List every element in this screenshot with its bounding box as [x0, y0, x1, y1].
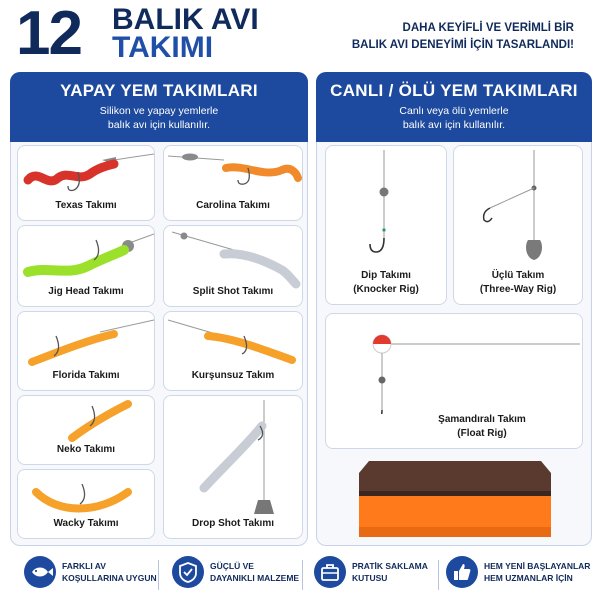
rig-card-neko — [17, 395, 155, 465]
live-bait-subtitle-1: Canlı veya ölü yemlerle — [399, 105, 509, 117]
split-shot-rig-image — [164, 226, 304, 290]
rig-card-texas — [17, 145, 155, 221]
weightless-rig-image — [164, 312, 304, 374]
rig-label-float-1: Şamandıralı Takım — [438, 414, 526, 425]
features-bar — [0, 550, 600, 600]
artificial-bait-panel — [10, 72, 308, 546]
carolina-rig-image — [164, 146, 304, 206]
knocker-rig-image — [326, 146, 448, 270]
feature-conditions-line2: KOŞULLARINA UYGUN — [62, 573, 157, 583]
header — [0, 0, 600, 70]
feature-durable-line2: DAYANIKLI MALZEME — [210, 573, 300, 583]
tackle-box-image — [355, 453, 555, 543]
three-way-rig-image — [454, 146, 584, 270]
artificial-bait-header — [10, 72, 308, 142]
rig-card-drop-shot — [163, 395, 303, 539]
tagline-line1: DAHA KEYİFLİ VE VERİMLİ BİR — [402, 22, 574, 34]
rig-label-float-2: (Float Rig) — [457, 428, 507, 439]
drop-shot-rig-image — [164, 396, 304, 520]
rig-card-carolina — [163, 145, 303, 221]
separator — [158, 560, 159, 590]
rig-label-neko: Neko Takımı — [56, 444, 116, 455]
rig-label-florida: Florida Takımı — [52, 370, 120, 381]
rig-card-split-shot — [163, 225, 303, 307]
texas-rig-image — [18, 146, 156, 206]
feature-audience-line2: HEM UZMANLAR İÇİN — [484, 573, 573, 583]
separator — [302, 560, 303, 590]
feature-durable-line1: GÜÇLÜ VE — [210, 561, 254, 571]
rig-card-weightless — [163, 311, 303, 391]
feature-audience-text — [484, 560, 594, 584]
feature-storage — [314, 550, 434, 600]
rig-label-three-way-1: Üçlü Takım — [491, 270, 545, 281]
jig-head-rig-image — [18, 226, 156, 290]
artificial-bait-subtitle-1: Silikon ve yapay yemlerle — [99, 105, 219, 117]
rig-label-knocker-1: Dip Takımı — [361, 270, 411, 281]
live-bait-subtitle-2: balık avı için kullanılır. — [402, 119, 506, 131]
rig-label-three-way-2: (Three-Way Rig) — [479, 284, 557, 295]
title-line1: BALIK AVI — [112, 3, 259, 36]
feature-storage-line2: KUTUSU — [352, 573, 388, 583]
rig-label-carolina: Carolina Takımı — [196, 200, 270, 211]
rig-card-florida — [17, 311, 155, 391]
fish-icon — [24, 556, 56, 588]
float-rig-image — [326, 314, 584, 414]
rig-card-wacky — [17, 469, 155, 539]
rig-card-three-way — [453, 145, 583, 305]
neko-rig-image — [18, 396, 156, 450]
feature-conditions-line1: FARKLI AV — [62, 561, 106, 571]
feature-conditions-text — [62, 560, 172, 584]
case-icon — [314, 556, 346, 588]
feature-durable-text — [210, 560, 320, 584]
rig-label-knocker-2: (Knocker Rig) — [353, 284, 419, 295]
header-number: 12 — [16, 0, 81, 68]
rig-label-split-shot: Split Shot Takımı — [192, 286, 274, 297]
live-bait-panel — [316, 72, 592, 546]
live-bait-header — [316, 72, 592, 142]
rig-label-jig-head: Jig Head Takımı — [48, 286, 124, 297]
feature-conditions — [24, 550, 164, 600]
rig-card-knocker — [325, 145, 447, 305]
wacky-rig-image — [18, 470, 156, 524]
thumbs-up-icon — [446, 556, 478, 588]
live-bait-title: CANLI / ÖLÜ YEM TAKIMLARI — [330, 81, 578, 100]
rig-card-jig-head — [17, 225, 155, 307]
tagline-line2: BALIK AVI DENEYİMİ İÇİN TASARLANDI! — [351, 39, 574, 51]
feature-audience — [446, 550, 596, 600]
rig-label-wacky: Wacky Takımı — [53, 518, 119, 529]
separator — [438, 560, 439, 590]
artificial-bait-subtitle-2: balık avı için kullanılır. — [107, 119, 211, 131]
rig-label-weightless: Kurşunsuz Takım — [191, 370, 275, 381]
rig-label-drop-shot: Drop Shot Takımı — [191, 518, 275, 529]
feature-durable — [172, 550, 302, 600]
feature-audience-line1: HEM YENİ BAŞLAYANLAR — [484, 561, 591, 571]
tagline — [294, 20, 574, 54]
rig-label-texas: Texas Takımı — [55, 200, 117, 211]
artificial-bait-title: YAPAY YEM TAKIMLARI — [60, 81, 258, 100]
shield-check-icon — [172, 556, 204, 588]
florida-rig-image — [18, 312, 156, 374]
feature-storage-line1: PRATİK SAKLAMA — [352, 561, 428, 571]
rig-card-float — [325, 313, 583, 449]
title-line2: TAKIMI — [112, 31, 214, 64]
